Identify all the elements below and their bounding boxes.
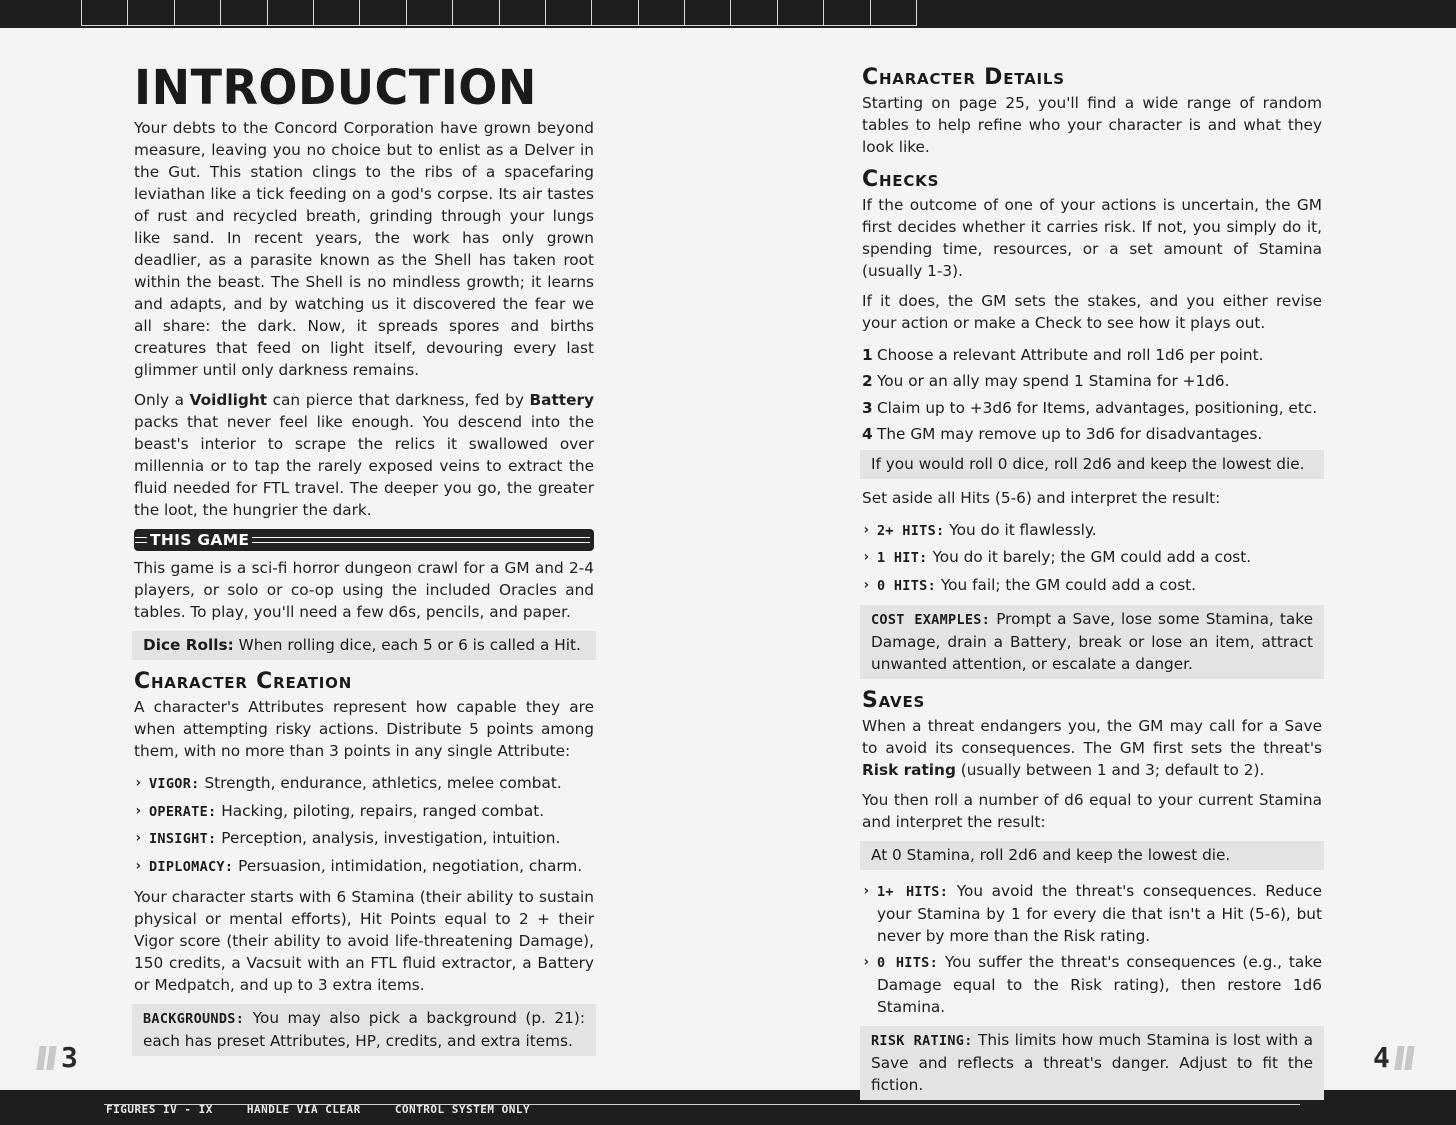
dice-rolls-callout: Dice Rolls: When rolling dice, each 5 or 6 is called a Hit. xyxy=(132,631,596,660)
cost-examples-callout: COST EXAMPLES: Prompt a Save, lose some Stamina, take Damage, drain a Battery, break or lose an item, attract unwanted attention, or escalate a danger. xyxy=(860,605,1324,679)
page-number-right: 4 xyxy=(1373,1041,1413,1074)
stripes-icon xyxy=(38,1046,55,1070)
save-results-list xyxy=(862,880,1322,1019)
callout-label: BACKGROUNDS: xyxy=(143,1010,245,1027)
chevron-right-icon: › xyxy=(862,954,871,971)
chevron-right-icon: › xyxy=(862,576,871,593)
character-creation-paragraph: A character's Attributes represent how capable they are when attempting risky actions. Distribute 5 points among them, with no more than 3 points in any single Attribute: xyxy=(134,698,594,760)
risk-rating-term: Risk rating xyxy=(862,760,956,779)
page-number-left: 3 xyxy=(38,1041,78,1074)
list-item: › 0 HITS: You fail; the GM could add a cost. xyxy=(862,575,1197,594)
chevron-right-icon: › xyxy=(134,802,143,819)
character-details-heading: Character Details xyxy=(862,65,1065,90)
callout-label: COST EXAMPLES: xyxy=(871,611,991,628)
list-item: › INSIGHT: Perception, analysis, investigation, intuition. xyxy=(134,829,561,847)
list-item: 4 The GM may remove up to 3d6 for disadvantages. xyxy=(862,425,1263,444)
attribute-list xyxy=(134,772,594,878)
list-item: 3 Claim up to +3d6 for Items, advantages, positioning, etc. xyxy=(862,398,1318,417)
list-item: › 0 HITS: You suffer the threat's consequences (e.g., take Damage equal to the Risk rating), then restore 1d6 Stamina. xyxy=(862,953,1323,1017)
stripes-icon xyxy=(1396,1046,1413,1070)
backgrounds-callout: BACKGROUNDS: You may also pick a background (p. 21): each has preset Attributes, HP, credits, and extra items. xyxy=(132,1004,596,1056)
callout-label: RISK RATING: xyxy=(871,1033,973,1050)
right-page xyxy=(862,64,1322,1108)
zero-dice-callout: If you would roll 0 dice, roll 2d6 and keep the lowest die. xyxy=(860,450,1324,479)
chevron-right-icon: › xyxy=(134,830,143,846)
checks-heading: Checks xyxy=(862,167,940,192)
checks-stakes-paragraph: If it does, the GM sets the stakes, and you either revise your action or make a Check to see how it plays out. xyxy=(862,292,1322,332)
saves-heading: Saves xyxy=(862,687,926,713)
zero-stamina-callout: At 0 Stamina, roll 2d6 and keep the lowest die. xyxy=(860,841,1324,870)
this-game-heading-label: THIS GAME xyxy=(150,531,250,549)
top-registration-cells xyxy=(81,0,917,26)
this-game-paragraph: This game is a sci-fi horror dungeon crawl for a GM and 2-4 players, or solo or co-op using the included Oracles and tables. To play, you'll need a few d6s, pencils, and paper. xyxy=(134,559,594,621)
list-item: › 1 HIT: You do it barely; the GM could add a cost. xyxy=(862,548,1252,567)
list-item: 2 You or an ally may spend 1 Stamina for +1d6. xyxy=(862,372,1230,391)
list-item: 1 Choose a relevant Attribute and roll 1d6 per point. xyxy=(862,346,1264,364)
chevron-right-icon: › xyxy=(134,857,143,874)
risk-rating-callout: RISK RATING: This limits how much Stamina is lost with a Save and reflects a threat's danger. Adjust to fit the fiction. xyxy=(860,1026,1324,1100)
list-item: › 2+ HITS: You do it flawlessly. xyxy=(862,520,1097,539)
list-item: › VIGOR: Strength, endurance, athletics, melee combat. xyxy=(134,774,562,792)
footer-label: HANDLE VIA CLEAR xyxy=(246,1103,361,1116)
list-item: › 1+ HITS: You avoid the threat's consequences. Reduce your Stamina by 1 for every die that isn't a Hit (5-6), but never by more than the Risk rating. xyxy=(862,881,1322,945)
left-page xyxy=(134,55,594,1064)
saves-paragraph: When a threat endangers you, the GM may call for a Save to avoid its consequences. The GM first sets the threat's Risk rating (usually between 1 and 3; default to 2). xyxy=(862,716,1322,779)
character-details-paragraph: Starting on page 25, you'll find a wide range of random tables to help refine who your character is and what they look like. xyxy=(862,94,1322,156)
battery-term: Battery xyxy=(529,391,594,409)
this-game-heading xyxy=(134,529,594,551)
chevron-right-icon: › xyxy=(862,882,871,899)
list-item: › OPERATE: Hacking, piloting, repairs, ranged combat. xyxy=(134,801,545,820)
check-results-list xyxy=(862,519,1322,597)
intro-paragraph: Your debts to the Concord Corporation have grown beyond measure, leaving you no choice but to enlist as a Delver in the Gut. This station clings to the ribs of a spacefaring leviathan like a tick feeding on a god's corpse. Its air tastes of rust and recycled breath, grinding through your lungs like sand. In recent years, the work has only grown deadlier, as a parasite known as the Shell has taken root within the beast. The Shell is no mindless growth; it learns and adapts, and by watching us it discovered the fear we all share: the dark. Now, it spreads spores and births creatures that feed on light itself, devouring every last glimmer until only darkness remains. xyxy=(134,119,594,379)
saves-roll-paragraph: You then roll a number of d6 equal to your current Stamina and interpret the result: xyxy=(862,790,1322,831)
checks-paragraph: If the outcome of one of your actions is uncertain, the GM first decides whether it carries risk. If not, you simply do it, spending time, resources, or a set amount of Stamina (usually 1-3). xyxy=(862,196,1322,280)
chevron-right-icon: › xyxy=(862,521,871,538)
footer-labels xyxy=(106,1103,530,1116)
voidlight-term: Voidlight xyxy=(189,391,268,409)
voidlight-paragraph: Only a Voidlight can pierce that darkness, fed by Battery packs that never feel like enough. You descend into the beast's interior to scrape the relics it swallowed over millennia or to tap the rarely exposed veins to extract the fluid needed for FTL travel. The deeper you go, the greater the loot, the hungrier the dark. xyxy=(134,391,594,519)
check-steps xyxy=(862,344,1322,445)
set-aside-paragraph: Set aside all Hits (5-6) and interpret the result: xyxy=(862,488,1221,507)
page-title: INTRODUCTION xyxy=(134,59,537,116)
footer-label: CONTROL SYSTEM ONLY xyxy=(394,1103,531,1116)
callout-label: Dice Rolls: xyxy=(143,636,234,654)
chevron-right-icon: › xyxy=(134,775,143,791)
footer-label: FIGURES IV - IX xyxy=(106,1103,213,1116)
top-band xyxy=(0,0,1456,28)
character-creation-heading: Character Creation xyxy=(134,669,353,694)
chevron-right-icon: › xyxy=(862,549,871,566)
stamina-paragraph: Your character starts with 6 Stamina (their ability to sustain physical or mental efforts), Hit Points equal to 2 + their Vigor score (their ability to avoid life-threatening Damage), 150 credits, a Vacsuit with an FTL fluid extractor, a Battery or Medpatch, and up to 3 extra items. xyxy=(134,887,594,994)
list-item: › DIPLOMACY: Persuasion, intimidation, negotiation, charm. xyxy=(134,856,583,875)
